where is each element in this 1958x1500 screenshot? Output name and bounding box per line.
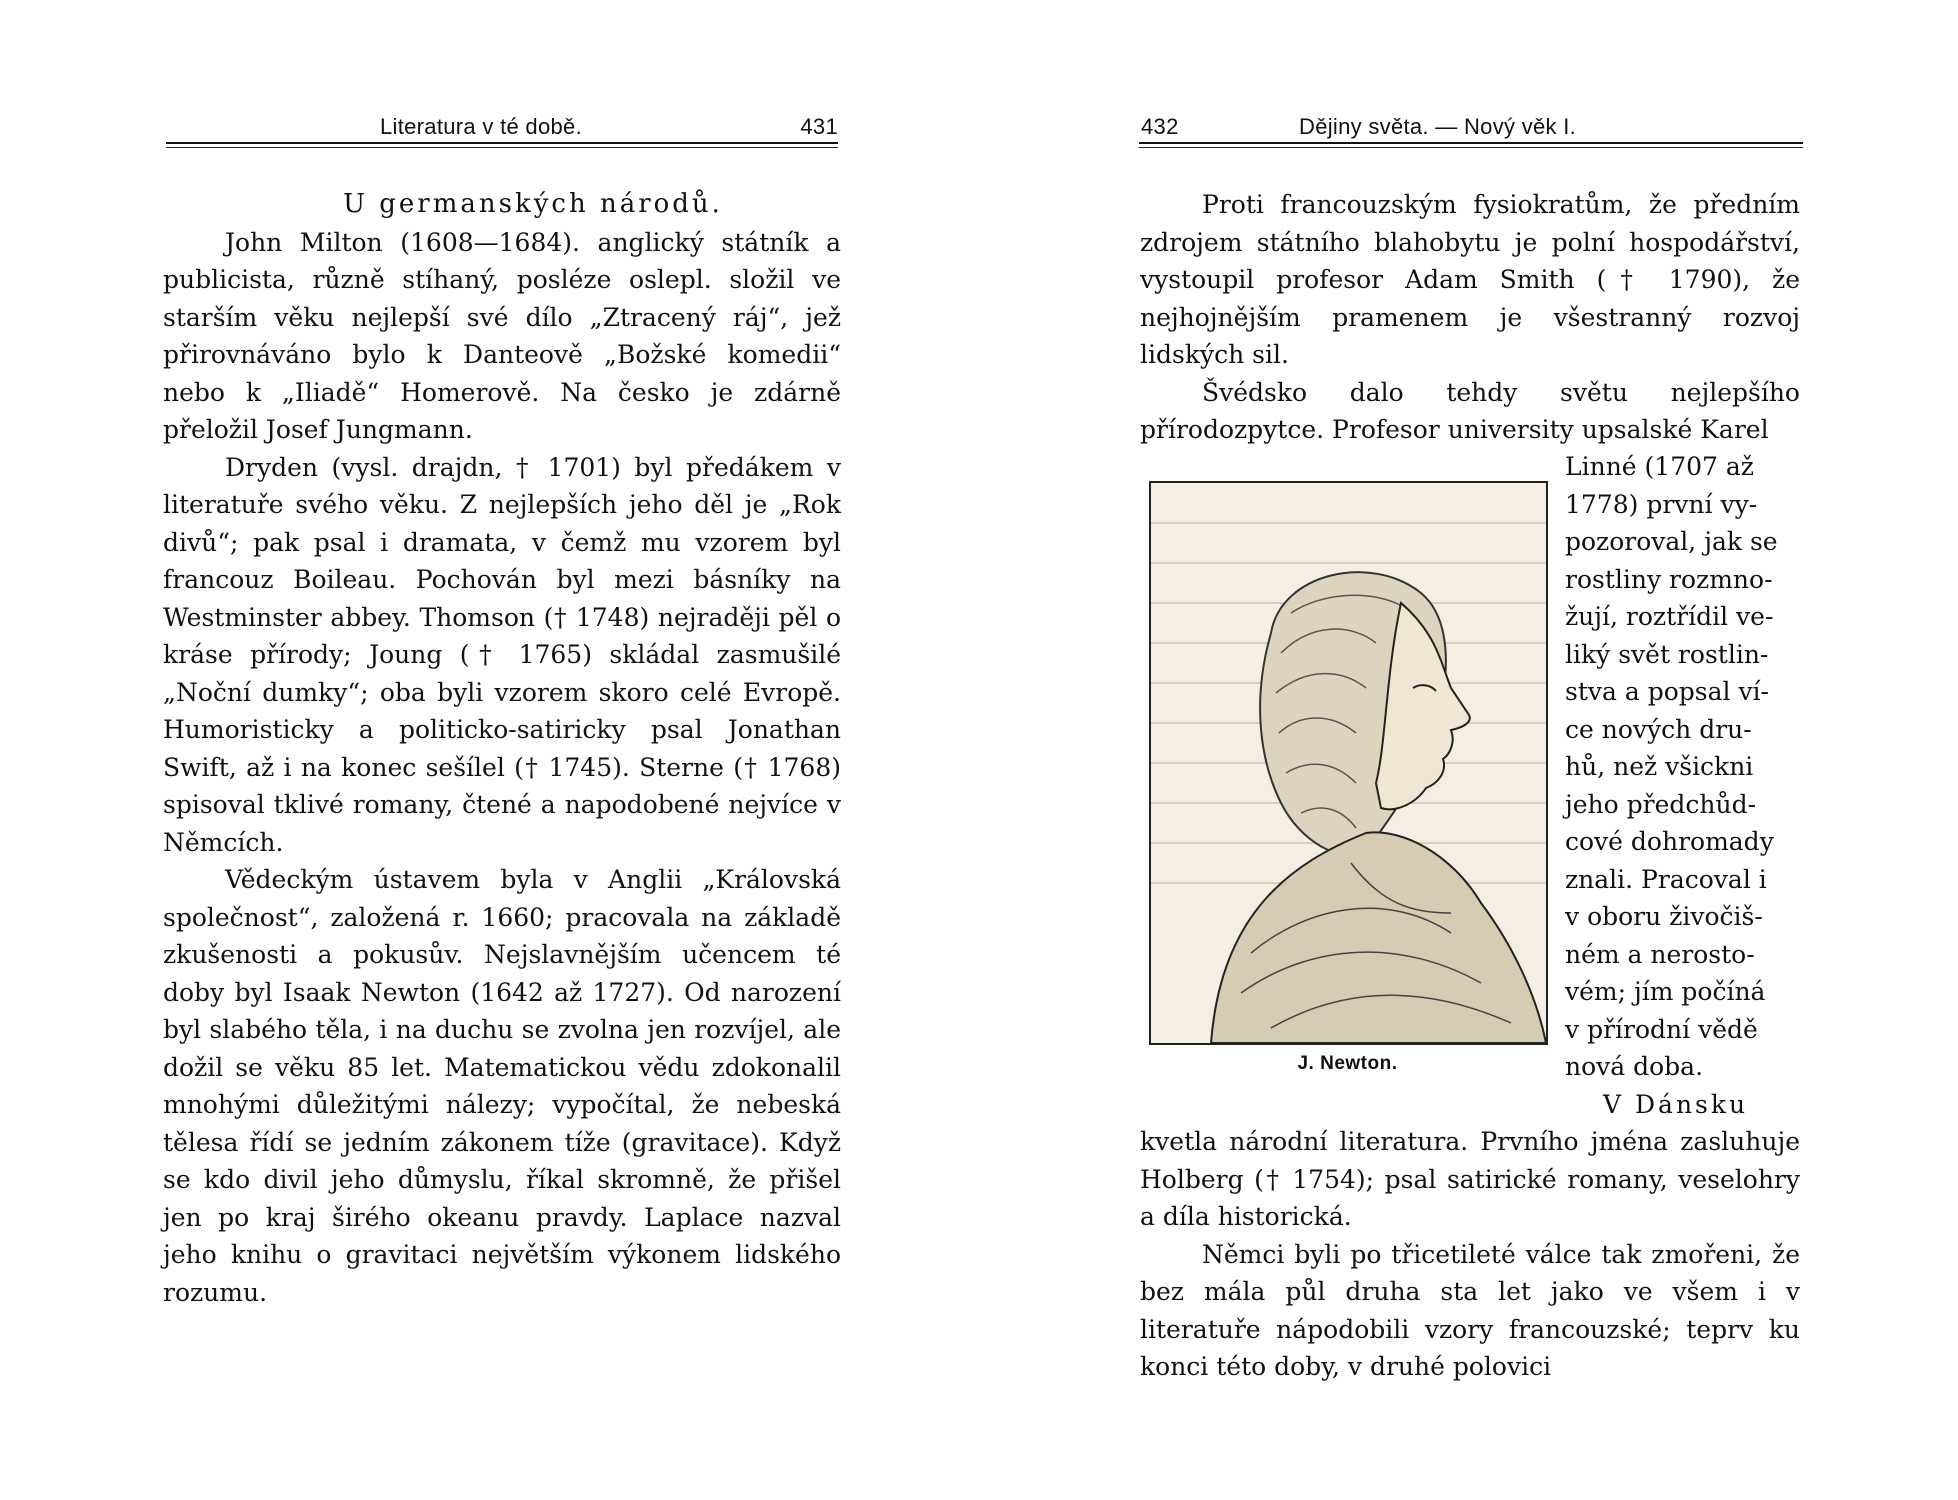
wrap-line: rostliny rozmno- bbox=[1565, 564, 1773, 594]
wrap-line: znali. Pracoval i bbox=[1565, 864, 1767, 894]
wrap-lead-denmark: V Dánsku bbox=[1603, 1089, 1749, 1119]
header-rule-double bbox=[166, 147, 838, 148]
wrap-line: vém; jím počíná bbox=[1565, 977, 1766, 1006]
wrap-line: liký svět rostlin- bbox=[1565, 639, 1769, 669]
wrap-line: pozoroval, jak se bbox=[1565, 527, 1778, 556]
left-body-text bbox=[163, 186, 841, 1311]
wrap-line: ném a nerosto- bbox=[1565, 939, 1755, 969]
figure-wrap-column bbox=[1565, 448, 1803, 1123]
paragraph-dryden: Dryden (vysl. drajdn, † 1701) byl předákem v literatuře svého věku. Z nejlepších jeho děl je „Rok divů“; pak psal i dramata, v čemž mu vzorem byl francouz Boileau. Pochován byl mezi básníky na Westminster abbey. Thomson († 1748) nejraději pěl o kráse přírody; Joung († 1765) skládal zasmušilé „Noční dumky“; oba byli vzorem skoro celé Evropě. Humoristicky a politicko-satiricky psal Jonathan Swift, až i na konec sešílel († 1745). Sterne († 1768) spisoval tklivé romany, čtené a napodobené nejvíce v Němcích. bbox=[163, 452, 841, 857]
wrap-line: hů, než všickni bbox=[1565, 752, 1754, 781]
page-number: 432 bbox=[1141, 114, 1179, 139]
wrap-line: žují, roztřídil ve- bbox=[1565, 602, 1774, 631]
paragraph-denmark: kvetla národní literatura. Prvního jména zasluhuje Holberg († 1754); psal satirické romany, veselohry a díla historická. bbox=[1140, 1127, 1800, 1231]
wrap-line: v oboru živočiš- bbox=[1565, 902, 1763, 931]
paragraph-smith: Proti francouzským fysiokratům, že předním zdrojem státního blahobytu je polní hospodářství, vystoupil profesor Adam Smith († 1790), že nejhojnějším pramenem je všestranný rozvoj lidských sil. bbox=[1140, 190, 1800, 369]
newton-figure bbox=[1149, 481, 1546, 1074]
header-rule-double bbox=[1139, 147, 1803, 148]
paragraph-linne-intro: Švédsko dalo tehdy světu nejlepšího přírodozpytce. Profesor university upsalské Karel bbox=[1140, 377, 1800, 444]
header-rule bbox=[166, 142, 838, 144]
wrap-line: cové dohromady bbox=[1565, 827, 1774, 856]
running-head-left bbox=[166, 112, 838, 146]
wrap-line: nová doba. bbox=[1565, 1052, 1704, 1081]
wrap-line: stva a popsal ví- bbox=[1565, 677, 1770, 706]
page-number: 431 bbox=[800, 114, 838, 139]
wrap-line: v přírodní vědě bbox=[1565, 1014, 1758, 1044]
section-heading: U germanských národů. bbox=[343, 189, 723, 219]
header-rule bbox=[1139, 142, 1803, 144]
wrap-line: 1778) první vy- bbox=[1565, 489, 1758, 519]
wrap-line: ce nových dru- bbox=[1565, 714, 1752, 744]
running-head-title: Dějiny světa. — Nový věk I. bbox=[1299, 114, 1577, 139]
running-head-right bbox=[1139, 112, 1803, 146]
running-head-title: Literatura v té době. bbox=[380, 114, 582, 139]
wrap-line: jeho předchůd- bbox=[1565, 789, 1757, 819]
paragraph-royal-society: Vědeckým ústavem byla v Anglii „Královská společnost“, založená r. 1660; pracovala na základě zkušenosti a pokusův. Nejslavnějším učencem té doby byl Isaak Newton (1642 až 1727). Od narození byl slabého těla, i na duchu se zvolna jen rozvíjel, ale dožil se věku 85 let. Matematickou vědu zdokonalil mnohými důležitými nálezy; vypočítal, že nebeská tělesa řídí se jedním zákonem tíže (gravitace). Když se kdo divil jeho důmyslu, říkal skromně, že přišel jen po kraj širého okeanu pravdy. Laplace nazval jeho knihu o gravitaci největším výkonem lidského rozumu. bbox=[163, 865, 841, 1307]
newton-portrait-icon bbox=[1149, 481, 1548, 1045]
right-body-text-bottom bbox=[1140, 1123, 1800, 1386]
right-body-text-top bbox=[1140, 186, 1800, 449]
wrap-line: Linné (1707 až bbox=[1565, 452, 1754, 481]
paragraph-milton: John Milton (1608—1684). anglický státník a publicista, různě stíhaný, posléze oslepl. složil ve starším věku nejlepší své dílo „Ztracený ráj“, jež přirovnáváno bylo k Danteově „Božské komedii“ nebo k „Iliadě“ Homerově. Na česko je zdárně přeložil Josef Jungmann. bbox=[163, 227, 841, 444]
figure-caption: J. Newton. bbox=[1297, 1053, 1398, 1074]
paragraph-germans: Němci byli po třicetileté válce tak zmořeni, že bez mála půl druha sta let jako ve všem i v literatuře nápodobili vzory francouzské; teprv ku konci této doby, v druhé polovici bbox=[1140, 1239, 1800, 1381]
